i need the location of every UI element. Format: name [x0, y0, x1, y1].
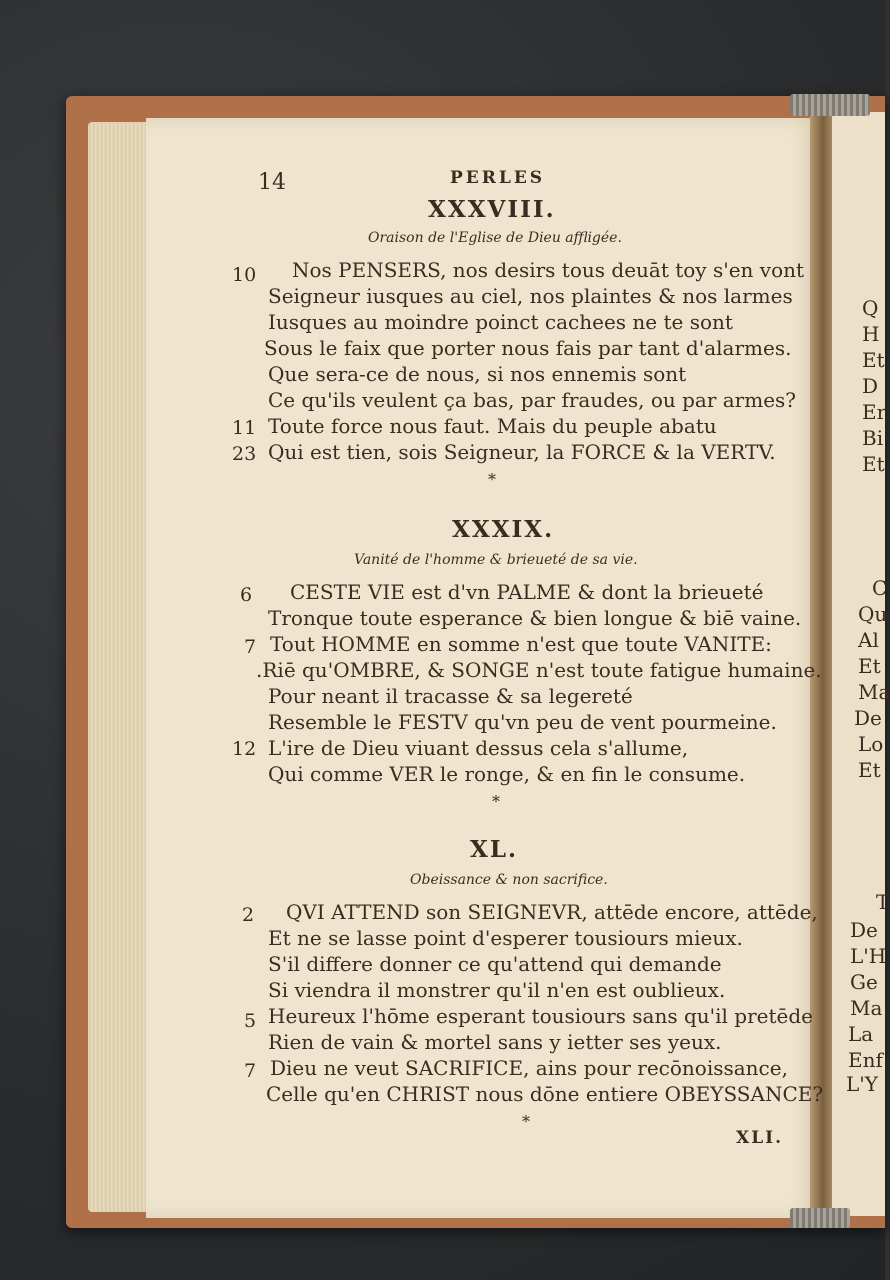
right-page-fragment: Al	[858, 628, 879, 652]
ornament: *	[492, 792, 500, 811]
verse-line: Et ne se lasse point d'esperer tousiours mieux.	[268, 926, 743, 950]
verse-number: 5	[244, 1010, 257, 1032]
verse-line: Ce qu'ils veulent ça bas, par fraudes, ou par armes?	[268, 388, 797, 412]
right-page-fragment: T	[876, 890, 890, 914]
right-page-fragment: Et	[862, 348, 885, 372]
verse-number: 10	[232, 264, 257, 286]
right-page-fragment: Ma	[850, 996, 883, 1020]
spine-headband-top	[790, 94, 870, 116]
right-page-fragment: Lo	[858, 732, 884, 756]
verse-number: 7	[244, 1060, 257, 1082]
verse-line: Qui est tien, sois Seigneur, la FORCE & la VERTV.	[268, 440, 776, 464]
verse-line: Rien de vain & mortel sans y ietter ses yeux.	[268, 1030, 722, 1054]
right-page-fragment: Et	[858, 758, 881, 782]
right-page-fragment: Ma	[858, 680, 890, 704]
verse-line: Toute force nous faut. Mais du peuple abatu	[268, 414, 717, 438]
right-page-fragment: Qu	[858, 602, 888, 626]
verse-number: 23	[232, 443, 257, 465]
verse-number: 11	[232, 417, 257, 439]
right-page-fragment: La	[848, 1022, 874, 1046]
catchword: XLI.	[736, 1128, 784, 1148]
verse-line: Heureux l'hōme esperant tousiours sans qu'il pretēde	[268, 1004, 813, 1028]
right-page-fragment: Et	[858, 654, 881, 678]
verse-line: CESTE VIE est d'vn PALME & dont la brieueté	[290, 580, 764, 604]
verse-line: L'ire de Dieu viuant dessus cela s'allume,	[268, 736, 689, 760]
right-page-fragment: Et	[862, 452, 885, 476]
verse-line: S'il differe donner ce qu'attend qui demande	[268, 952, 722, 976]
verse-line: QVI ATTEND son SEIGNEVR, attēde encore, attēde,	[286, 900, 818, 924]
right-page-fragment: D	[862, 374, 879, 398]
verse-line: Si viendra il monstrer qu'il n'en est oublieux.	[268, 978, 726, 1002]
verse-number: 2	[242, 904, 255, 926]
spine-headband-bottom	[790, 1208, 850, 1228]
section-title: XXXVIII.	[428, 196, 556, 223]
right-page-fragment: H	[862, 322, 880, 346]
verse-line: Seigneur iusques au ciel, nos plaintes & nos larmes	[268, 284, 793, 308]
right-page-fragment: Q	[862, 296, 879, 320]
ornament: *	[522, 1112, 530, 1131]
ornament: *	[488, 470, 496, 489]
right-page-fragment: Bi	[862, 426, 884, 450]
verse-line: .Riē qu'OMBRE, & SONGE n'est toute fatigue humaine.	[256, 658, 822, 682]
section-title: XL.	[470, 836, 519, 863]
section-title: XXXIX.	[452, 516, 555, 543]
right-page-fragment: L'H	[850, 944, 887, 968]
verse-line: Celle qu'en CHRIST nous dōne entiere OBEYSSANCE?	[266, 1082, 824, 1106]
verse-line: Qui comme VER le ronge, & en fin le consume.	[268, 762, 746, 786]
verse-number: 12	[232, 738, 257, 760]
verse-line: Iusques au moindre poinct cachees ne te sont	[268, 310, 733, 334]
verse-line: Nos PENSERS, nos desirs tous deuāt toy s'en vont	[292, 258, 805, 282]
right-page-fragment: Enf	[848, 1048, 883, 1072]
verse-line: Tronque toute esperance & bien longue & biē vaine.	[268, 606, 802, 630]
section-subtitle: Oraison de l'Eglise de Dieu affligée.	[368, 230, 622, 246]
right-page-fragment: De	[850, 918, 878, 942]
verse-line: Que sera-ce de nous, si nos ennemis sont	[268, 362, 687, 386]
section-subtitle: Vanité de l'homme & brieueté de sa vie.	[354, 552, 638, 568]
right-page-fragment: C	[872, 576, 888, 600]
verse-line: Dieu ne veut SACRIFICE, ains pour recōnoissance,	[270, 1056, 788, 1080]
right-page-fragment: L'Y	[846, 1072, 878, 1096]
verse-line: Sous le faix que porter nous fais par tant d'alarmes.	[264, 336, 792, 360]
section-subtitle: Obeissance & non sacrifice.	[410, 872, 608, 888]
verse-line: Resemble le FESTV qu'vn peu de vent pourmeine.	[268, 710, 777, 734]
right-page-fragment: Er	[862, 400, 887, 424]
page-number: 14	[258, 170, 286, 195]
right-page-fragment: De	[854, 706, 882, 730]
verse-line: Tout HOMME en somme n'est que toute VANITE:	[270, 632, 772, 656]
running-title: PERLES	[450, 168, 546, 188]
page-edges	[88, 122, 148, 1212]
verse-line: Pour neant il tracasse & sa legereté	[268, 684, 633, 708]
verse-number: 6	[240, 584, 253, 606]
verse-number: 7	[244, 636, 257, 658]
right-page-fragment: Ge	[850, 970, 878, 994]
